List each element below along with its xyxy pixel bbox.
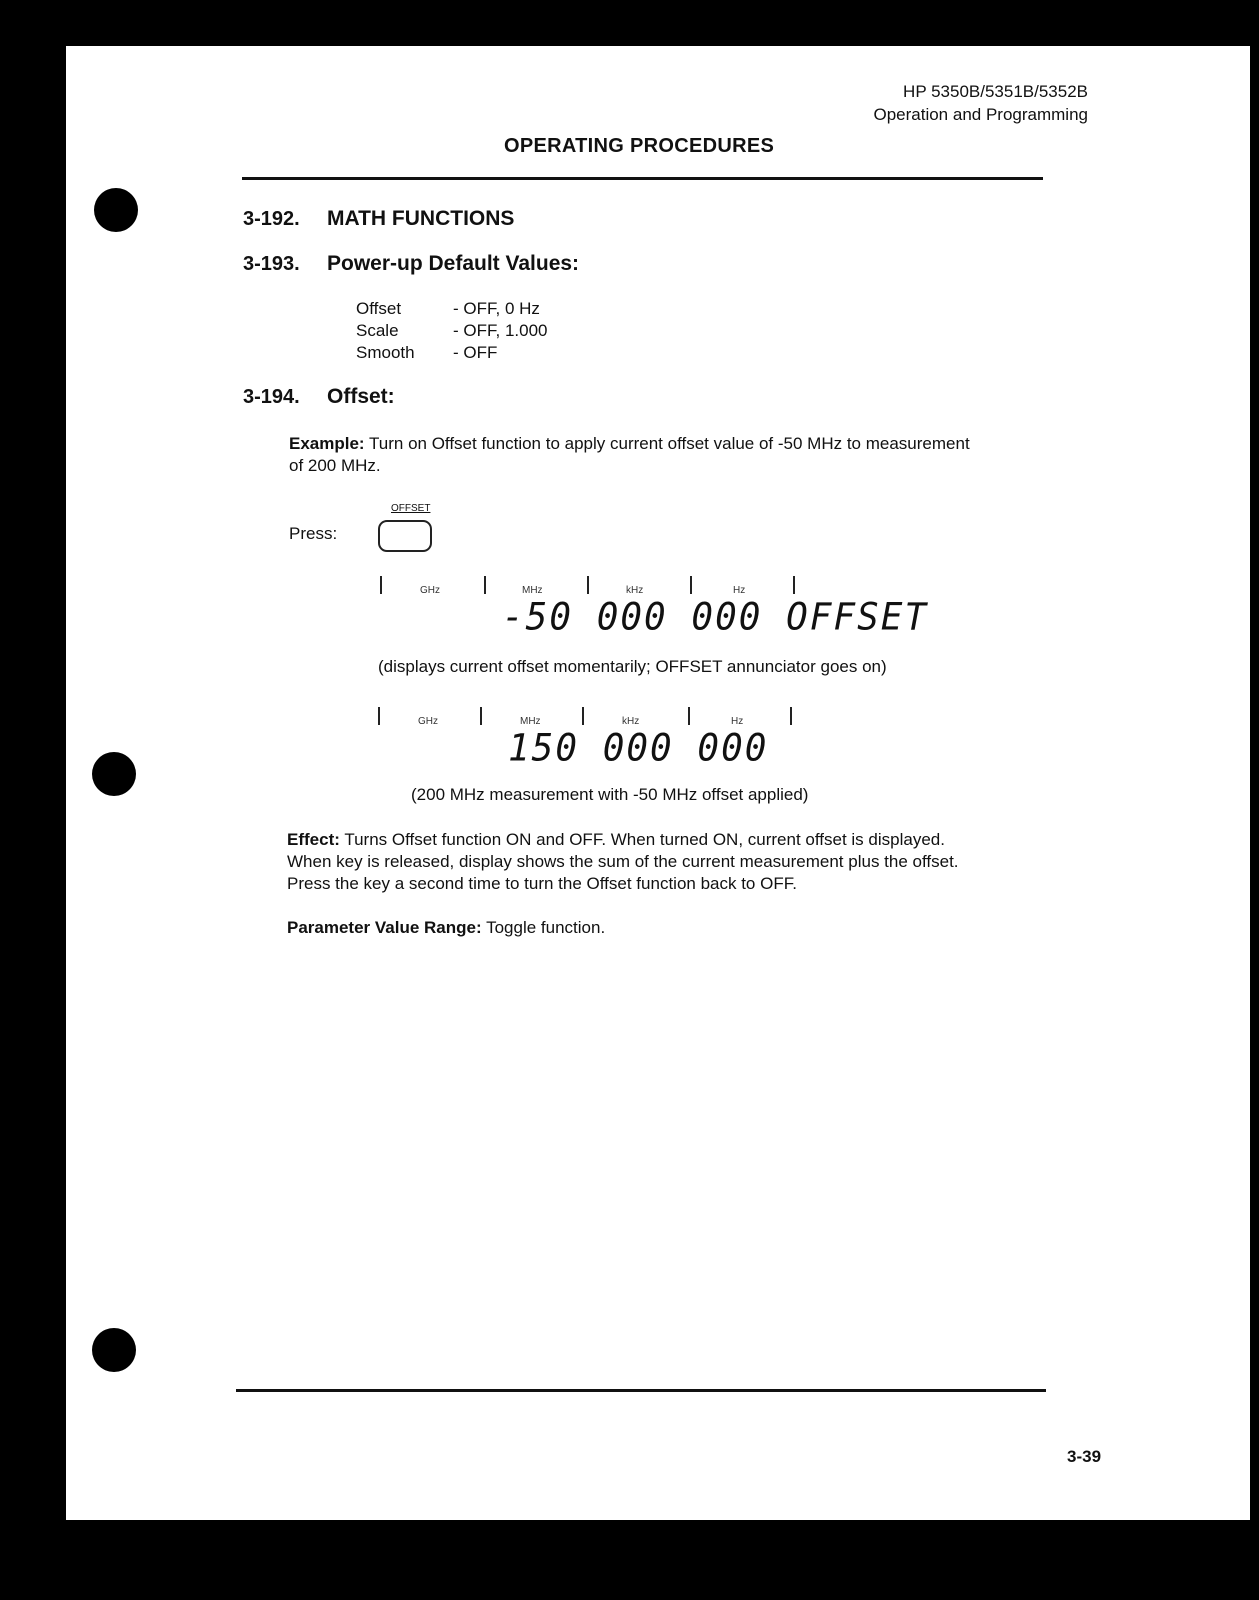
display1-unit-ghz: GHz [420, 585, 440, 596]
offset-key-button[interactable] [378, 520, 432, 552]
default-value-offset: - OFF, 0 Hz [453, 299, 540, 318]
example-text-1: Turn on Offset function to apply current offset value of -50 MHz to measurement [369, 434, 970, 453]
press-label: Press: [289, 524, 338, 543]
example-label: Example: [289, 434, 365, 453]
display1-tick [690, 576, 692, 594]
section-number-192: 3-192. [243, 208, 300, 230]
display1-tick [793, 576, 795, 594]
page-section-title: OPERATING PROCEDURES [504, 135, 775, 157]
effect-line-2: When key is released, display shows the sum of the current measurement plus the offset. [287, 852, 959, 871]
display2-readout: 150 000 000 [508, 726, 769, 771]
effect-text-1: Turns Offset function ON and OFF. When turned ON, current offset is displayed. [344, 830, 945, 849]
header-block [873, 80, 1088, 126]
binder-hole-top [94, 188, 138, 232]
parameter-range-value: Toggle function. [486, 918, 606, 937]
section-title-192: MATH FUNCTIONS [327, 207, 515, 230]
example-line-1 [289, 433, 970, 455]
display2-unit-ghz: GHz [418, 716, 438, 727]
parameter-range-line [287, 917, 605, 939]
display1-caption: (displays current offset momentarily; OFFSET annunciator goes on) [378, 657, 887, 676]
default-name-scale: Scale [356, 321, 399, 340]
display1-tick [587, 576, 589, 594]
display2-tick [790, 707, 792, 725]
display1-tick [380, 576, 382, 594]
display2-tick [378, 707, 380, 725]
header-model: HP 5350B/5351B/5352B [903, 82, 1088, 101]
display2-tick [480, 707, 482, 725]
display1-unit-hz: Hz [733, 585, 746, 596]
section-number-194: 3-194. [243, 386, 300, 408]
display1-tick [484, 576, 486, 594]
binder-hole-bottom [92, 1328, 136, 1372]
default-name-smooth: Smooth [356, 343, 415, 362]
effect-line-1 [287, 829, 945, 851]
effect-line-3: Press the key a second time to turn the Offset function back to OFF. [287, 874, 797, 893]
section-title-193: Power-up Default Values: [327, 252, 580, 275]
offset-key-label: OFFSET [391, 503, 431, 514]
section-title-194: Offset: [327, 385, 395, 408]
display2-tick [688, 707, 690, 725]
binder-hole-middle [92, 752, 136, 796]
display2-unit-hz: Hz [731, 716, 744, 727]
page-number: 3-39 [1067, 1447, 1102, 1466]
display1-unit-mhz: MHz [522, 585, 543, 596]
default-value-smooth: - OFF [453, 343, 498, 362]
header-rule [242, 177, 1043, 180]
display2-tick [582, 707, 584, 725]
display2-unit-khz: kHz [622, 716, 640, 727]
display2-unit-mhz: MHz [520, 716, 541, 727]
default-value-scale: - OFF, 1.000 [453, 321, 548, 340]
section-number-193: 3-193. [243, 253, 300, 275]
display2-caption: (200 MHz measurement with -50 MHz offset applied) [411, 785, 809, 804]
footer-rule [236, 1389, 1046, 1392]
parameter-range-label: Parameter Value Range: [287, 918, 482, 937]
display1-unit-khz: kHz [626, 585, 644, 596]
display1-readout: -50 000 000 OFFSET [502, 595, 929, 640]
example-line-2: of 200 MHz. [289, 456, 381, 475]
default-name-offset: Offset [356, 299, 402, 318]
header-subtitle: Operation and Programming [873, 105, 1088, 124]
effect-label: Effect: [287, 830, 340, 849]
